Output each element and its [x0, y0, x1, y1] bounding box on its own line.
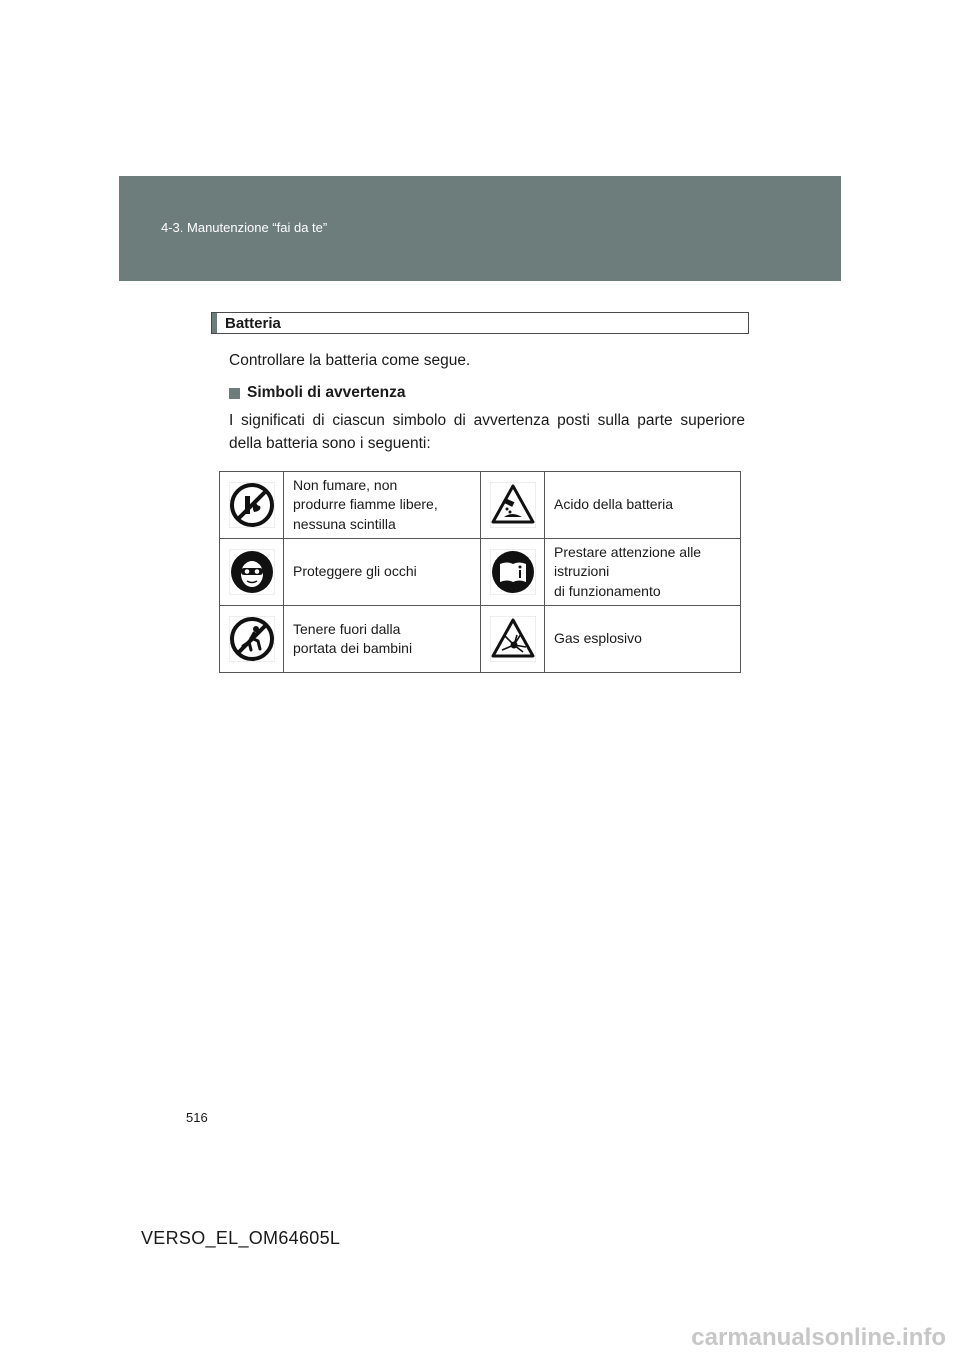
symbol-label: Proteggere gli occhi	[284, 539, 481, 606]
table-row	[220, 606, 741, 673]
body-paragraph: I significati di ciascun simbolo di avvertenza posti sulla parte superiore della batteria sono i seguenti:	[229, 412, 745, 452]
symbol-label: Acido della batteria	[545, 472, 741, 539]
symbol-label: Non fumare, non produrre fiamme libere, nessuna scintilla	[284, 472, 481, 539]
explosive-gas-icon	[490, 616, 536, 662]
no-smoking-icon	[229, 482, 275, 528]
section-title: 4-3. Manutenzione “fai da te”	[161, 220, 328, 235]
symbol-label: Gas esplosivo	[545, 606, 741, 673]
header-band	[119, 176, 841, 281]
symbol-cell	[220, 539, 284, 606]
symbol-cell	[481, 472, 545, 539]
symbol-cell	[481, 606, 545, 673]
symbol-cell	[220, 472, 284, 539]
instructions-icon	[490, 549, 536, 595]
warning-symbols-table	[219, 471, 741, 673]
subheading-label: Simboli di avvertenza	[247, 384, 406, 401]
keep-away-children-icon	[229, 616, 275, 662]
battery-acid-icon	[490, 482, 536, 528]
eye-protection-icon	[229, 549, 275, 595]
watermark: carmanualsonline.info	[691, 1324, 946, 1351]
subheading	[229, 384, 406, 402]
section-heading-box	[211, 312, 749, 334]
square-bullet-icon	[229, 388, 240, 399]
heading-title: Batteria	[225, 314, 281, 332]
symbol-cell	[481, 539, 545, 606]
table-row	[220, 539, 741, 606]
page-number: 516	[186, 1110, 208, 1125]
heading-accent-bar	[212, 313, 217, 333]
symbol-label: Tenere fuori dalla portata dei bambini	[284, 606, 481, 673]
symbol-label: Prestare attenzione alle istruzioni di funzionamento	[545, 539, 741, 606]
table-row	[220, 472, 741, 539]
intro-text: Controllare la batteria come segue.	[229, 352, 471, 369]
document-id: VERSO_EL_OM64605L	[141, 1228, 341, 1248]
symbol-cell	[220, 606, 284, 673]
